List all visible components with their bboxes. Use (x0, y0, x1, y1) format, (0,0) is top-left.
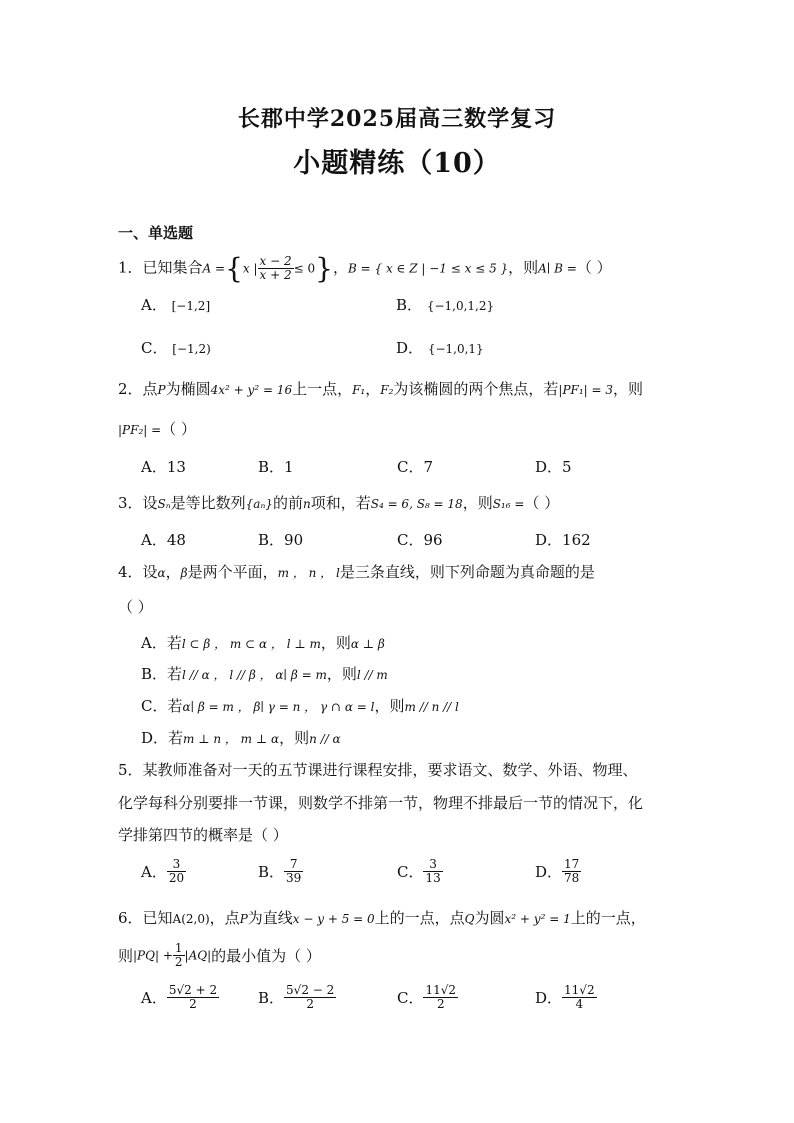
q1-option-d-label: D． (396, 339, 424, 357)
question-5-line-3: 学排第四节的概率是（ ） (118, 826, 288, 844)
q4-option-d-math: m ⊥ n ， m ⊥ α (183, 732, 280, 746)
q1-stem-a: 1．已知集合 (118, 258, 203, 277)
q6-c-den: 2 (436, 997, 445, 1011)
question-5-line-1: 5．某教师准备对一天的五节课进行课程安排，要求语文、数学、外语、物理、 (118, 761, 638, 779)
title-line-2: 小题精练（10） (293, 148, 501, 179)
q6-d-num: 11√2 (564, 983, 595, 997)
q5-c-num: 3 (423, 858, 442, 872)
q1-set-b: B = { x ∈ Z | −1 ≤ x ≤ 5 } (348, 261, 509, 276)
q6-q: Q (464, 912, 475, 926)
q2-stem-a: 2．点 (118, 380, 158, 398)
q6-stem-f: 上的一点， (570, 909, 646, 927)
q2-pf2: |PF₂| = (118, 423, 162, 437)
q4-option-b-math: l // α ， l // β ， α∣ β = m (182, 668, 327, 682)
question-6-stem-cont (118, 942, 321, 969)
q6-option-c[interactable] (397, 984, 458, 1011)
q3-option-a[interactable]: A．48 (141, 531, 186, 549)
q6-d-den: 4 (575, 997, 584, 1011)
q6-b-den: 2 (306, 997, 314, 1011)
question-6-stem (118, 907, 646, 928)
q6-option-d-frac (562, 984, 597, 1011)
q3-stem-b: 是等比数列 (170, 494, 246, 512)
q3-stem-d: 项和，若 (310, 494, 371, 512)
q1-set-a-var: x | (242, 261, 258, 276)
q2-stem-b: 为椭圆 (165, 380, 211, 398)
question-4-stem (118, 561, 595, 582)
q5-option-c[interactable] (397, 858, 443, 885)
section-heading: 一、单选题 (118, 224, 194, 242)
q4-stem-a: 4．设 (118, 563, 158, 581)
q2-f1: F₁ (352, 383, 366, 397)
q1-frac-num: x − 2 (259, 254, 292, 268)
q2-option-d[interactable]: D．5 (535, 458, 572, 476)
q6-a-den: 2 (189, 997, 197, 1011)
q6-p: P (239, 912, 248, 926)
q6-option-d-label: D． (535, 989, 563, 1007)
q6-option-c-label: C． (397, 989, 424, 1007)
q4-option-a[interactable] (141, 632, 385, 653)
q5-option-b-label: B． (258, 863, 285, 881)
q1-fraction (258, 255, 294, 282)
q6-stem-b: ，点 (209, 909, 240, 927)
question-2-stem (118, 378, 643, 399)
question-2-stem-cont (118, 418, 196, 439)
title-line-1: 长郡中学2025届高三数学复习 (237, 106, 557, 132)
q1-frac-den: x + 2 (259, 268, 292, 282)
q4-comma: ， (165, 563, 181, 581)
q1-option-a[interactable] (141, 294, 210, 315)
q6-stem-d: 上的一点，点 (374, 909, 465, 927)
q6-point-a: A(2,0) (172, 912, 210, 926)
q5-option-b-frac (284, 858, 303, 885)
q1-option-b[interactable] (396, 294, 494, 315)
q3-paren: （ ） (524, 494, 560, 512)
q5-a-den: 20 (168, 871, 185, 885)
q6-aq: |AQ| (184, 948, 212, 963)
q6-stem-e: 为圆 (474, 909, 505, 927)
q5-c-den: 13 (425, 871, 441, 885)
q1-brace-open: { (225, 252, 243, 285)
q4-option-b-label: B．若 (141, 665, 183, 683)
q3-stem-a: 3．设 (118, 494, 158, 512)
q4-option-d-then: ，则 (279, 729, 310, 747)
q2-stem-c: 上一点， (292, 380, 353, 398)
q4-stem-c: 是三条直线，则下列命题为真命题的是 (339, 563, 595, 581)
question-4-paren: （ ） (118, 598, 153, 616)
q6-stem-h: 的最小值为（ ） (211, 947, 321, 965)
question-3-stem (118, 492, 559, 513)
q2-ellipse: 4x² + y² = 16 (210, 383, 293, 397)
q5-option-a-frac (167, 858, 186, 885)
q6-half-frac (173, 942, 185, 969)
q1-option-c-label: C． (141, 339, 168, 357)
q4-option-b[interactable] (141, 663, 388, 684)
q6-half-num: 1 (174, 941, 183, 955)
q6-option-b[interactable] (258, 984, 336, 1011)
q6-b-num: 5√2 − 2 (286, 983, 335, 997)
q5-b-num: 7 (284, 858, 303, 872)
q4-option-c-math: α∣ β = m ， β∣ γ = n ， γ ∩ α = l (182, 700, 375, 714)
q2-option-a[interactable]: A．13 (141, 458, 186, 476)
q4-option-b-concl: l // m (356, 668, 388, 682)
q1-option-a-value: [−1,2] (171, 299, 211, 313)
q2-p: P (157, 383, 166, 397)
q3-option-c[interactable]: C．96 (397, 531, 443, 549)
q5-d-num: 17 (564, 857, 580, 871)
q6-stem-g: 则 (118, 947, 134, 965)
q3-s16: S₁₆ = (492, 497, 525, 511)
q2-f2: F₂ (380, 383, 394, 397)
q1-brace-close: } (315, 252, 333, 285)
q2-stem-d: 为该椭圆的两个焦点，若 (393, 380, 559, 398)
question-1-stem (118, 252, 612, 285)
q5-option-d[interactable] (535, 858, 581, 885)
q5-option-a-label: A． (141, 863, 167, 881)
q4-option-c-concl: m // n // l (404, 700, 459, 714)
q5-option-a[interactable] (141, 858, 186, 885)
q2-option-c[interactable]: C．7 (397, 458, 434, 476)
q3-n: n (302, 497, 311, 511)
q1-option-d-value: {−1,0,1} (427, 342, 484, 356)
q1-sep: ， (332, 258, 348, 277)
q3-cond: S₄ = 6, S₈ = 18 (370, 497, 463, 511)
q3-option-d[interactable]: D．162 (535, 531, 591, 549)
q2-paren: （ ） (161, 420, 196, 438)
q1-set-a-lhs: A = (202, 261, 226, 276)
q3-stem-c: 的前 (272, 494, 303, 512)
q4-mnl: m ， n ， l (277, 566, 340, 580)
q4-option-c[interactable] (141, 695, 459, 716)
q2-option-b[interactable]: B．1 (258, 458, 294, 476)
q4-option-c-label: C．若 (141, 697, 183, 715)
q5-option-d-frac (562, 858, 581, 885)
q4-beta: β (180, 566, 188, 580)
q4-option-a-label: A．若 (141, 634, 182, 652)
q6-c-num: 11√2 (425, 983, 457, 997)
q1-option-d[interactable] (396, 337, 484, 358)
q6-option-c-frac (423, 984, 458, 1011)
q1-option-a-label: A． (141, 296, 167, 314)
q4-alpha: α (157, 566, 166, 580)
q3-stem-e: ，则 (462, 494, 493, 512)
q5-option-c-label: C． (397, 863, 424, 881)
q2-pf1: |PF₁| = 3 (558, 383, 614, 397)
q1-paren: （ ） (576, 258, 612, 277)
q2-stem-e: ，则 (613, 380, 644, 398)
q5-option-d-label: D． (535, 863, 563, 881)
q4-option-d-label: D．若 (141, 729, 184, 747)
q5-b-den: 39 (286, 871, 302, 885)
q5-option-c-frac (423, 858, 442, 885)
q6-half-den: 2 (174, 955, 183, 969)
q2-comma: ， (365, 380, 381, 398)
q6-circle: x² + y² = 1 (504, 912, 571, 926)
q6-stem-a: 6．已知 (118, 909, 173, 927)
q4-option-a-math: l ⊂ β ， m ⊂ α ， l ⊥ m (181, 637, 321, 651)
q6-a-num: 5√2 + 2 (168, 983, 218, 997)
q6-pq: |PQ| + (133, 948, 173, 963)
q6-option-a-label: A． (141, 989, 167, 1007)
question-5-line-2: 化学每科分别要排一节课，则数学不排第一节，物理不排最后一节的情况下，化 (118, 794, 644, 812)
q5-a-num: 3 (167, 858, 186, 872)
q6-option-a[interactable] (141, 984, 219, 1011)
q4-option-b-then: ，则 (326, 665, 357, 683)
q5-d-den: 78 (564, 871, 580, 885)
q4-stem-b: 是两个平面， (187, 563, 278, 581)
q4-option-a-concl: α ⊥ β (350, 637, 385, 651)
q1-expr: A∣ B = (538, 261, 577, 276)
q6-option-b-frac (284, 984, 336, 1011)
q6-stem-c: 为直线 (247, 909, 293, 927)
q1-option-c-value: [−1,2) (172, 342, 211, 356)
q4-option-d-concl: n // α (309, 732, 341, 746)
q6-option-b-label: B． (258, 989, 285, 1007)
q1-stem-b: ，则 (508, 258, 539, 277)
q6-option-d[interactable] (535, 984, 597, 1011)
q1-option-b-value: {−1,0,1,2} (426, 299, 495, 313)
q3-sn: Sₙ (157, 497, 171, 511)
q1-option-c[interactable] (141, 337, 211, 358)
q3-option-b[interactable]: B．90 (258, 531, 304, 549)
q6-option-a-frac (167, 984, 219, 1011)
q1-option-b-label: B． (396, 296, 423, 314)
q1-frac-rel: ≤ 0 (293, 261, 316, 276)
q3-an: {aₙ} (245, 497, 273, 511)
q4-option-a-then: ，则 (320, 634, 351, 652)
q4-option-c-then: ，则 (374, 697, 405, 715)
q4-option-d[interactable] (141, 727, 341, 748)
q6-line: x − y + 5 = 0 (292, 912, 375, 926)
q5-option-b[interactable] (258, 858, 303, 885)
